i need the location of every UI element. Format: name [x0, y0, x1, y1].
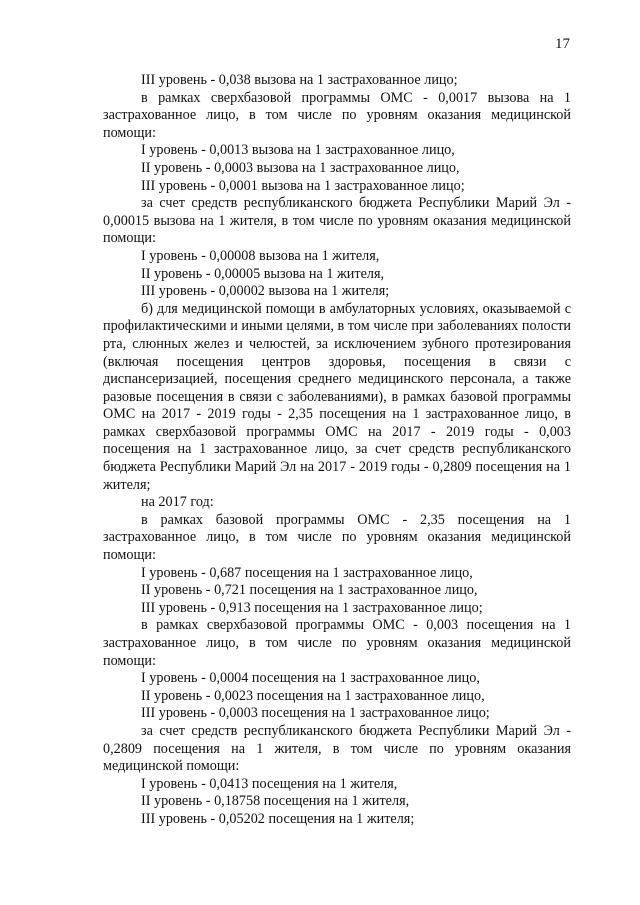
paragraph: II уровень - 0,00005 вызова на 1 жителя, — [141, 265, 385, 282]
paragraph: I уровень - 0,0013 вызова на 1 застрахованное лицо, — [141, 142, 455, 159]
paragraph: III уровень - 0,0003 посещения на 1 застрахованное лицо; — [141, 705, 490, 722]
paragraph: III уровень - 0,038 вызова на 1 застрахованное лицо; — [141, 72, 458, 88]
paragraph: в рамках сверхбазовой программы ОМС - 0,0017 вызова на 1 застрахованное лицо, в том числе по уровням оказания медицинской помощи: — [103, 89, 571, 141]
paragraph: III уровень - 0,0001 вызова на 1 застрахованное лицо; — [141, 177, 465, 194]
paragraph: III уровень - 0,05202 посещения на 1 жителя; — [141, 810, 415, 827]
paragraph: III уровень - 0,00002 вызова на 1 жителя; — [141, 283, 390, 300]
paragraph: II уровень - 0,0023 посещения на 1 застрахованное лицо, — [141, 687, 485, 704]
page-number: 17 — [555, 36, 570, 52]
paragraph: I уровень - 0,0004 посещения на 1 застрахованное лицо, — [141, 670, 480, 687]
paragraph: б) для медицинской помощи в амбулаторных условиях, оказываемой с профилактическими и иными целями, в том числе при заболеваниях полости рта, слюнных желез и челюстей, за исключением зубного протезирования (включая посещения центров здоровья, посещения в связи с диспансеризацией, посещения среднего медицинского персонала, а также разовые посещения в связи с заболеваниями), в рамках базовой программы ОМС на 2017 - 2019 годы - 2,35 посещения на 1 застрахованное лицо, в рамках сверхбазовой программы ОМС на 2017 - 2019 годы - 0,003 посещения на 1 застрахованное лицо, за счет средств республиканского бюджета Республики Марий Эл на 2017 - 2019 годы - 0,2809 посещения на 1 жителя; — [103, 300, 571, 493]
paragraph: за счет средств республиканского бюджета Республики Марий Эл - 0,2809 посещения на 1 жителя, в том числе по уровням оказания медицинской помощи: — [103, 722, 571, 775]
paragraph: II уровень - 0,18758 посещения на 1 жителя, — [141, 793, 410, 810]
paragraph: в рамках сверхбазовой программы ОМС - 0,003 посещения на 1 застрахованное лицо, в том числе по уровням оказания медицинской помощи: — [103, 617, 571, 669]
document-body — [103, 72, 571, 829]
paragraph: на 2017 год: — [141, 494, 214, 511]
paragraph: III уровень - 0,913 посещения на 1 застрахованное лицо; — [141, 599, 483, 616]
paragraph: за счет средств республиканского бюджета Республики Марий Эл - 0,00015 вызова на 1 жителя, в том числе по уровням оказания медицинской помощи: — [103, 195, 571, 247]
paragraph: II уровень - 0,721 посещения на 1 застрахованное лицо, — [141, 582, 478, 599]
paragraph: II уровень - 0,0003 вызова на 1 застрахованное лицо, — [141, 159, 460, 176]
paragraph: I уровень - 0,0413 посещения на 1 жителя, — [141, 775, 398, 792]
paragraph: I уровень - 0,00008 вызова на 1 жителя, — [141, 247, 380, 264]
paragraph: в рамках базовой программы ОМС - 2,35 посещения на 1 застрахованное лицо, в том числе по уровням оказания медицинской помощи: — [103, 511, 571, 564]
paragraph: I уровень - 0,687 посещения на 1 застрахованное лицо, — [141, 564, 473, 581]
